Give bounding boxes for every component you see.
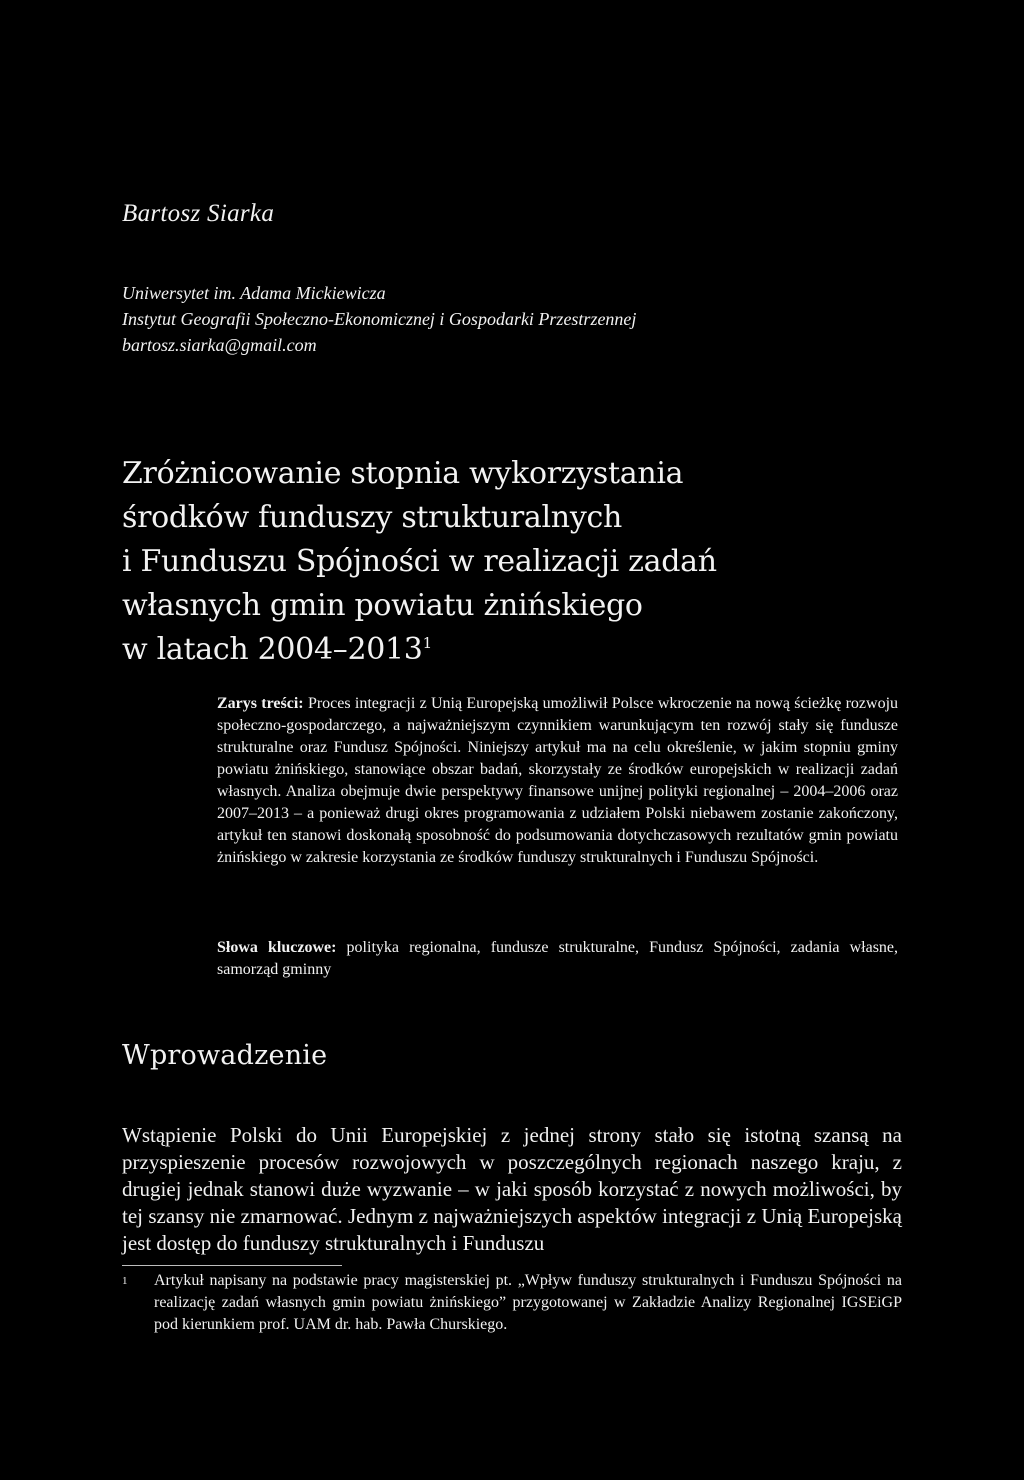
author-email: bartosz.siarka@gmail.com	[122, 335, 317, 355]
affiliation-university: Uniwersytet im. Adama Mickiewicza	[122, 283, 386, 303]
keywords-label: Słowa kluczowe:	[217, 939, 337, 956]
section-body: Wstąpienie Polski do Unii Europejskiej z jednej strony stało się istotną szansą na przyspieszenie procesów rozwojowych w poszczególnych regionach naszego kraju, z drugiej jednak stanowi duże wyzwanie – w jaki sposób korzystać z nowych możliwości, by tej szansy nie zmarnować. Jednym z najważniejszych aspektów integracji z Unią Europejską jest dostęp do funduszy strukturalnych i Funduszu	[122, 1123, 902, 1255]
title-line: własnych gmin powiatu żnińskiego	[122, 588, 643, 623]
footnote-text: Artykuł napisany na podstawie pracy magisterskiej pt. „Wpływ funduszy strukturalnych i Funduszu Spójności na realizację zadań własnych gmin powiatu żnińskiego” przygotowanej w Zakładzie Analizy Regionalnej IGSEiGP pod kierunkiem prof. UAM dr. hab. Pawła Churskiego.	[154, 1272, 902, 1333]
affiliation-block	[122, 280, 636, 358]
title-line-last	[122, 628, 902, 672]
title-line: Zróżnicowanie stopnia wykorzystania	[122, 456, 684, 491]
abstract	[217, 693, 898, 869]
abstract-label: Zarys treści:	[217, 695, 304, 712]
title-line-text: w latach 2004–2013	[122, 632, 423, 667]
paper-title	[122, 452, 902, 672]
affiliation-institute: Instytut Geografii Społeczno-Ekonomicznej i Gospodarki Przestrzennej	[122, 309, 637, 329]
footnote-divider	[122, 1265, 342, 1266]
abstract-text: Proces integracji z Unią Europejską umożliwił Polsce wkroczenie na nową ścieżkę rozwoju społeczno-gospodarczego, a najważniejszym czynnikiem warunkującym ten rozwój stały się fundusze strukturalne oraz Fundusz Spójności. Niniejszy artykuł ma na celu określenie, w jakim stopniu gminy powiatu żnińskiego, stanowiące obszar badań, skorzystały ze środków europejskich w realizacji zadań własnych. Analiza obejmuje dwie perspektywy finansowe unijnej polityki regionalnej – 2004–2006 oraz 2007–2013 – a ponieważ drugi okres programowania z udziałem Polski niebawem zostanie zakończony, artykuł ten stanowi doskonałą sposobność do podsumowania dotychczasowych rezultatów gmin powiatu żnińskiego w zakresie korzystania ze środków funduszy strukturalnych i Funduszu Spójności.	[217, 695, 899, 866]
footnote-mark: 1	[122, 1275, 128, 1287]
title-footnote-mark: 1	[422, 634, 432, 652]
keywords-text: polityka regionalna, fundusze strukturalne, Fundusz Spójności, zadania własne, samorząd gminny	[217, 939, 899, 978]
author-name: Bartosz Siarka	[122, 200, 275, 227]
keywords	[217, 937, 898, 981]
footnote	[122, 1270, 902, 1336]
title-line: środków funduszy strukturalnych	[122, 500, 622, 535]
section-heading: Wprowadzenie	[122, 1040, 328, 1071]
title-line: i Funduszu Spójności w realizacji zadań	[122, 544, 717, 579]
